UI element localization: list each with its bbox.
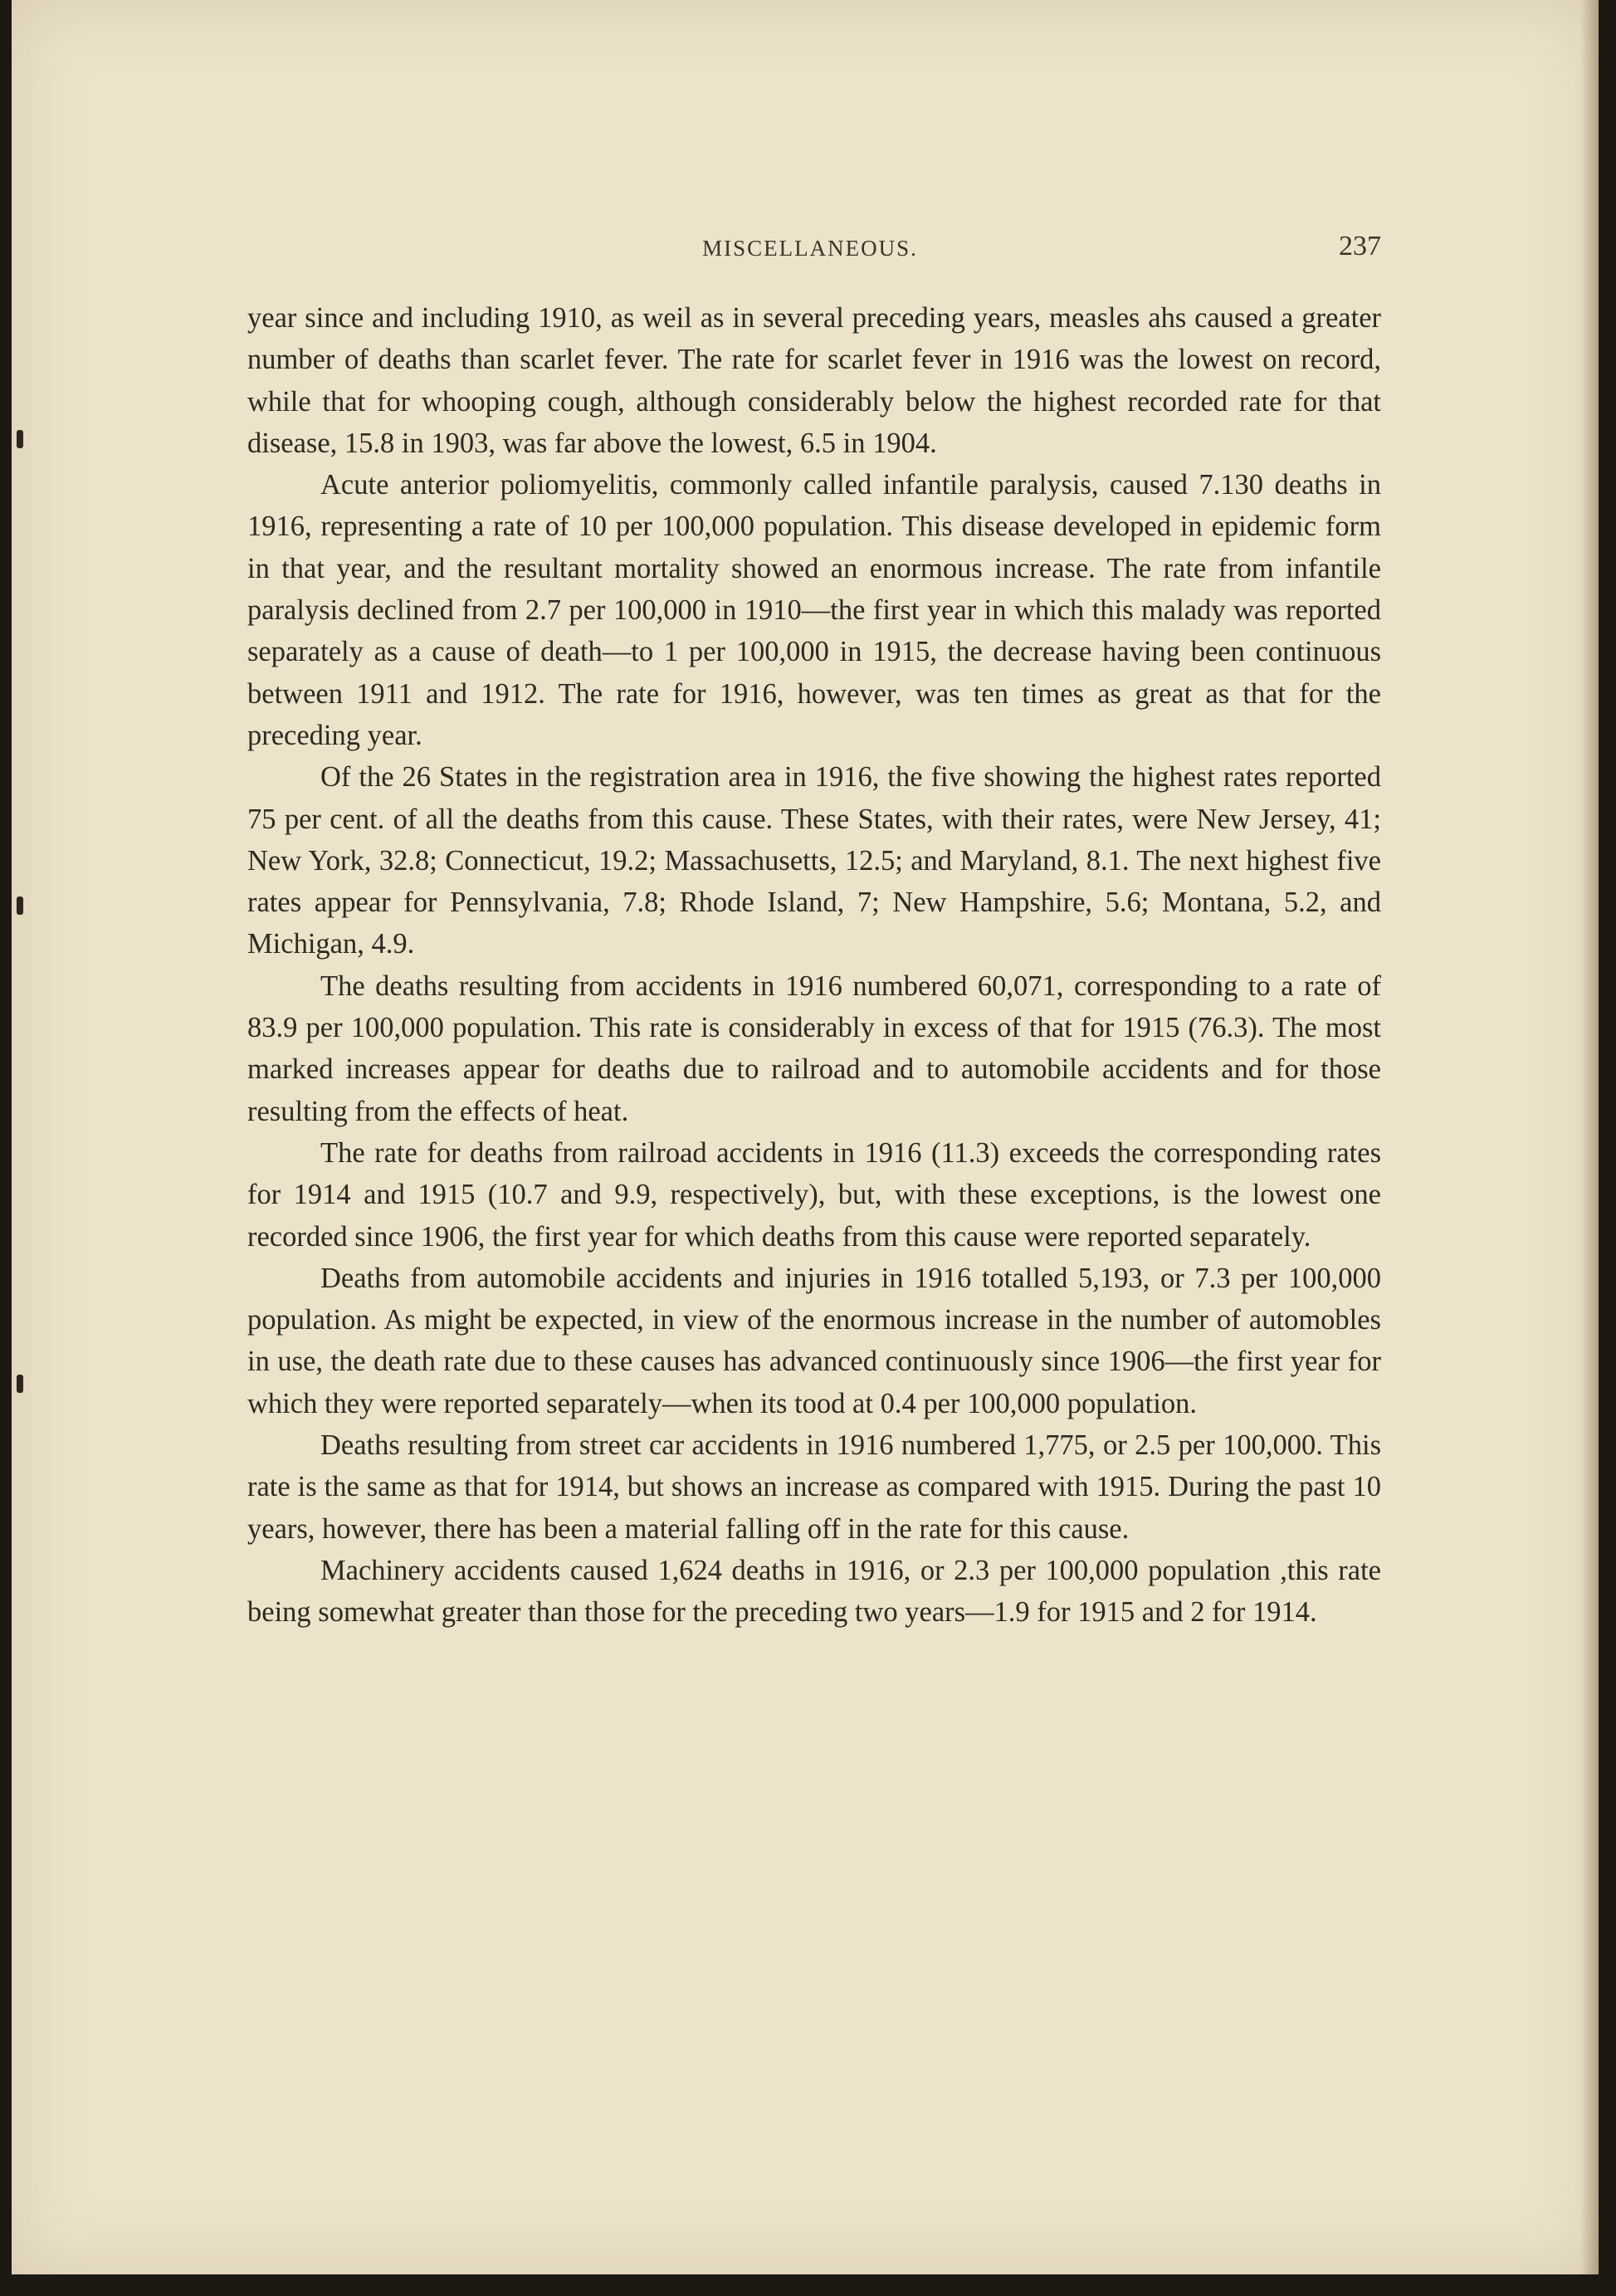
- margin-mark: [17, 1375, 23, 1393]
- margin-mark: [17, 896, 23, 915]
- page-edge-shadow: [1580, 0, 1599, 2274]
- paragraph-accidents: The deaths resulting from accidents in 1916 numbered 60,071, corresponding to a rate of 83.9 per 100,000 population. This rate is considerably in excess of that for 1915 (76.3). The most marked increases appear for deaths due to railroad and to automobile accidents and for those resulting from the effects of heat.: [247, 970, 1381, 1127]
- running-head: [239, 231, 1381, 269]
- paragraph-measles-scarlet-fever: year since and including 1910, as weil as in several preceding years, measles ahs caused a greater number of deaths than scarlet fever. The rate for scarlet fever in 1916 was the lowest on record, while that for whooping cough, although considerably below the highest recorded rate for that disease, 15.8 in 1903, was far above the lowest, 6.5 in 1904.: [247, 302, 1381, 459]
- body-text: [247, 297, 1381, 1634]
- page-number: 237: [1339, 231, 1381, 261]
- paragraph-street-car-accidents: Deaths resulting from street car accidents in 1916 numbered 1,775, or 2.5 per 100,000. This rate is the same as that for 1914, but shows an increase as compared with 1915. During the past 10 years, however, there has been a material falling off in the rate for this cause.: [247, 1429, 1381, 1545]
- book-page: [12, 0, 1599, 2274]
- section-title: MISCELLANEOUS.: [702, 236, 918, 261]
- paragraph-railroad-accidents: The rate for deaths from railroad accidents in 1916 (11.3) exceeds the corresponding rates for 1914 and 1915 (10.7 and 9.9, respectively), but, with these exceptions, is the lowest one recorded since 1906, the first year for which deaths from this cause were reported separately.: [247, 1136, 1381, 1253]
- paragraph-machinery-accidents: Machinery accidents caused 1,624 deaths in 1916, or 2.3 per 100,000 population ,this rate being somewhat greater than those for the preceding two years—1.9 for 1915 and 2 for 1914.: [247, 1554, 1381, 1629]
- margin-mark: [17, 430, 23, 448]
- paragraph-states-rates: Of the 26 States in the registration area in 1916, the five showing the highest rates reported 75 per cent. of all the deaths from this cause. These States, with their rates, were New Jersey, 41; New York, 32.8; Connecticut, 19.2; Massachusetts, 12.5; and Maryland, 8.1. The next highest five rates appear for Pennsylvania, 7.8; Rhode Island, 7; New Hampshire, 5.6; Montana, 5.2, and Michigan, 4.9.: [247, 761, 1381, 960]
- paragraph-automobile-accidents: Deaths from automobile accidents and injuries in 1916 totalled 5,193, or 7.3 per 100,000 population. As might be expected, in view of the enormous increase in the number of automobles in use, the death rate due to these causes has advanced continuously since 1906—the first year for which they were reported separately—when its tood at 0.4 per 100,000 population.: [247, 1262, 1381, 1419]
- paragraph-poliomyelitis: Acute anterior poliomyelitis, commonly called infantile paralysis, caused 7.130 deaths in 1916, representing a rate of 10 per 100,000 population. This disease developed in epidemic form in that year, and the resultant mortality showed an enormous increase. The rate from infantile paralysis declined from 2.7 per 100,000 in 1910—the first year in which this malady was reported separately as a cause of death—to 1 per 100,000 in 1915, the decrease having been continuous between 1911 and 1912. The rate for 1916, however, was ten times as great as that for the preceding year.: [247, 469, 1381, 751]
